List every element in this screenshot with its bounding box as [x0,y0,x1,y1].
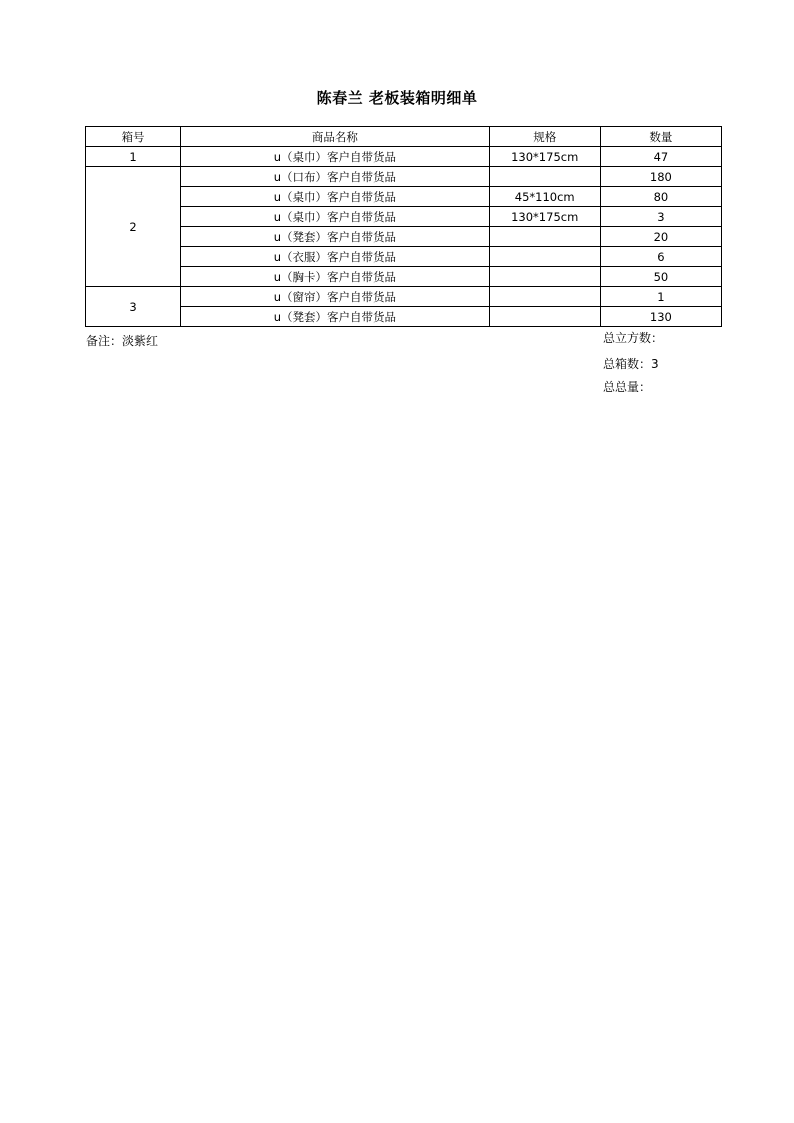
quantity-cell: 130 [600,307,721,327]
quantity-cell: 80 [600,187,721,207]
table-body [86,147,722,327]
product-name-cell: u（桌巾）客户自带货品 [181,147,489,167]
table-row [86,227,722,247]
table-row [86,307,722,327]
spec-cell [489,267,600,287]
quantity-cell: 6 [600,247,721,267]
spec-cell: 45*110cm [489,187,600,207]
packing-list-table [85,126,722,327]
table-row [86,167,722,187]
spec-cell [489,247,600,267]
spec-cell: 130*175cm [489,207,600,227]
header-box-number: 箱号 [86,127,181,147]
quantity-cell: 3 [600,207,721,227]
product-name-cell: u（凳套）客户自带货品 [181,307,489,327]
spec-cell [489,307,600,327]
quantity-cell: 47 [600,147,721,167]
spec-cell [489,287,600,307]
total-boxes-label: 总箱数：3 [603,357,659,371]
product-name-cell: u（衣服）客户自带货品 [181,247,489,267]
table-row [86,267,722,287]
header-row [86,127,722,147]
table-header [86,127,722,147]
remark-note: 备注：淡紫红 [86,334,159,348]
spec-cell: 130*175cm [489,147,600,167]
table-row [86,207,722,227]
header-quantity: 数量 [600,127,721,147]
spec-cell [489,227,600,247]
quantity-cell: 50 [600,267,721,287]
product-name-cell: u（窗帘）客户自带货品 [181,287,489,307]
product-name-cell: u（口布）客户自带货品 [181,167,489,187]
table-row [86,247,722,267]
box-number-cell: 2 [86,167,181,287]
table-row [86,187,722,207]
total-volume-label: 总立方数： [603,331,664,345]
product-name-cell: u（桌巾）客户自带货品 [181,207,489,227]
box-number-cell: 3 [86,287,181,327]
product-name-cell: u（凳套）客户自带货品 [181,227,489,247]
table-row [86,147,722,167]
header-spec: 规格 [489,127,600,147]
quantity-cell: 20 [600,227,721,247]
header-product-name: 商品名称 [181,127,489,147]
product-name-cell: u（胸卡）客户自带货品 [181,267,489,287]
quantity-cell: 180 [600,167,721,187]
table-row [86,287,722,307]
product-name-cell: u（桌巾）客户自带货品 [181,187,489,207]
total-weight-label: 总总量： [603,380,652,394]
spec-cell [489,167,600,187]
page-title: 陈春兰 老板装箱明细单 [316,89,478,107]
box-number-cell: 1 [86,147,181,167]
quantity-cell: 1 [600,287,721,307]
